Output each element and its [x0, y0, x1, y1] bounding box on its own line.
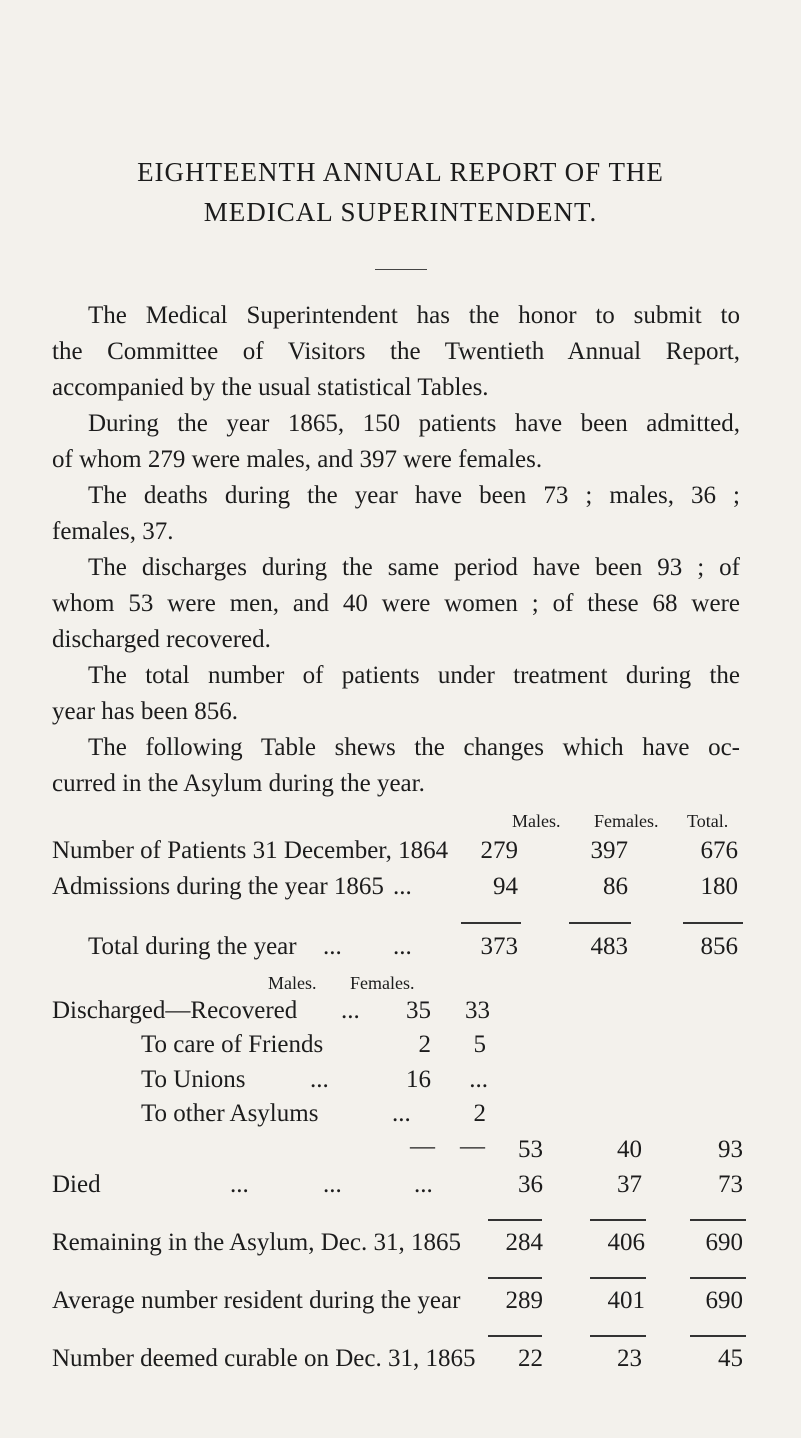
sum-rule: [690, 1219, 746, 1221]
paragraph-line: whom 53 were men, and 40 were women ; of these 68 were: [52, 590, 740, 617]
paragraph-line: During the year 1865, 150 patients have been admitted,: [88, 410, 740, 437]
leader-dots: ...: [310, 1066, 329, 1093]
total-value: 93: [718, 1136, 743, 1163]
sum-rule: [488, 1335, 542, 1337]
females-value: 406: [607, 1229, 645, 1256]
females-value: 40: [617, 1136, 642, 1163]
leader-dots: ...: [393, 933, 412, 960]
header-males: Males.: [512, 811, 561, 831]
row-label: To care of Friends: [141, 1031, 324, 1058]
paragraph-line: The deaths during the year have been 73 ; males, 36 ;: [88, 482, 740, 509]
sum-rule: [488, 1277, 542, 1279]
sum-rule: [690, 1335, 746, 1337]
sum-rule: [690, 1277, 746, 1279]
males-value: 36: [518, 1171, 543, 1198]
sum-rule: [590, 1219, 646, 1221]
sum-rule: [569, 922, 631, 924]
sub-females-value: ...: [469, 1066, 488, 1093]
total-value: 73: [718, 1171, 743, 1198]
row-label: Discharged—Recovered: [52, 997, 298, 1024]
total-value: 690: [705, 1229, 743, 1256]
total-value: 676: [700, 837, 738, 864]
leader-dots: ...: [393, 873, 412, 900]
females-value: 401: [607, 1287, 645, 1314]
total-value: 856: [700, 933, 738, 960]
females-value: 483: [590, 933, 628, 960]
males-value: 373: [480, 933, 518, 960]
sum-rule: [488, 1219, 542, 1221]
subheader-males: Males.: [268, 973, 317, 993]
total-value: 45: [718, 1345, 743, 1372]
dash: —: [460, 1133, 485, 1160]
sub-males-value: 2: [418, 1031, 431, 1058]
row-label: To other Asylums: [141, 1100, 319, 1127]
males-value: 279: [480, 837, 518, 864]
paragraph-line: curred in the Asylum during the year.: [52, 770, 425, 797]
sub-females-value: 2: [473, 1100, 486, 1127]
males-value: 53: [518, 1136, 543, 1163]
row-label: To Unions: [141, 1066, 246, 1093]
paragraph-line: The Medical Superintendent has the honor to submit to: [88, 302, 740, 329]
row-label: Remaining in the Asylum, Dec. 31, 1865: [52, 1229, 461, 1256]
total-value: 180: [700, 873, 738, 900]
row-label: Died: [52, 1171, 101, 1198]
report-title-line2: MEDICAL SUPERINTENDENT.: [203, 197, 598, 227]
leader-dots: ...: [414, 1171, 433, 1198]
paragraph-line: The following Table shews the changes which have oc-: [88, 734, 740, 761]
sub-males-value: 35: [406, 997, 431, 1024]
paragraph-line: accompanied by the usual statistical Tables.: [52, 374, 489, 401]
sub-females-value: 5: [473, 1031, 486, 1058]
paragraph-line: The discharges during the same period have been 93 ; of: [88, 554, 740, 581]
dash: —: [410, 1133, 435, 1160]
title-divider: [375, 269, 427, 270]
subheader-females: Females.: [350, 973, 415, 993]
report-title-line1: EIGHTEENTH ANNUAL REPORT OF THE: [137, 157, 664, 187]
leader-dots: ...: [392, 1100, 411, 1127]
leader-dots: ...: [341, 997, 360, 1024]
paragraph-line: discharged recovered.: [52, 626, 271, 653]
males-value: 284: [505, 1229, 543, 1256]
total-value: 690: [705, 1287, 743, 1314]
sub-females-value: 33: [465, 997, 490, 1024]
sum-rule: [683, 922, 743, 924]
header-total: Total.: [687, 811, 729, 831]
males-value: 94: [493, 873, 518, 900]
males-value: 22: [518, 1345, 543, 1372]
females-value: 37: [617, 1171, 642, 1198]
row-label: Average number resident during the year: [52, 1287, 461, 1314]
paragraph-line: the Committee of Visitors the Twentieth Annual Report,: [52, 338, 740, 365]
females-value: 397: [590, 837, 628, 864]
leader-dots: ...: [230, 1171, 249, 1198]
males-value: 289: [505, 1287, 543, 1314]
leader-dots: ...: [323, 1171, 342, 1198]
row-label: Total during the year: [88, 933, 297, 960]
females-value: 86: [603, 873, 628, 900]
paragraph-line: The total number of patients under treatment during the: [88, 662, 740, 689]
sum-rule: [590, 1277, 646, 1279]
females-value: 23: [617, 1345, 642, 1372]
sub-males-value: 16: [406, 1066, 431, 1093]
sum-rule: [590, 1335, 646, 1337]
row-label: Admissions during the year 1865: [52, 873, 384, 900]
leader-dots: ...: [323, 933, 342, 960]
header-females: Females.: [594, 811, 659, 831]
row-label: Number deemed curable on Dec. 31, 1865: [52, 1345, 476, 1372]
row-label: Number of Patients 31 December, 1864: [52, 837, 449, 864]
paragraph-line: year has been 856.: [52, 698, 239, 725]
paragraph-line: females, 37.: [52, 518, 174, 545]
paragraph-line: of whom 279 were males, and 397 were females.: [52, 446, 543, 473]
sum-rule: [461, 922, 521, 924]
